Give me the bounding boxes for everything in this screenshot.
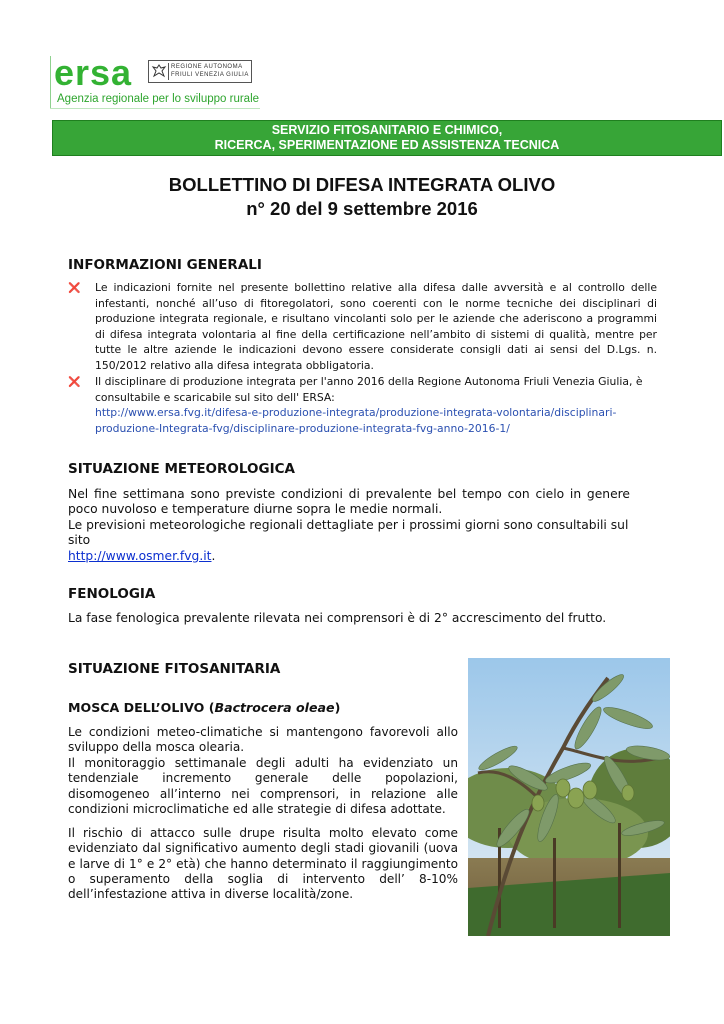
section-heading-informazioni: INFORMAZIONI GENERALI bbox=[68, 257, 262, 273]
eagle-emblem-icon bbox=[151, 63, 167, 80]
service-banner bbox=[52, 120, 722, 156]
meteo-paragraph-2-text: Le previsioni meteorologiche regionali dettagliate per i prossimi giorni sono consultabili sul sito bbox=[68, 518, 629, 548]
section-heading-meteo: SITUAZIONE METEOROLOGICA bbox=[68, 461, 295, 477]
logo-wordmark: ersa bbox=[54, 52, 133, 93]
meteo-paragraph-1: Nel fine settimana sono previste condizioni di prevalente bel tempo con cielo in genere poco nuvoloso e temperature diurne sopra le medie normali. bbox=[68, 487, 630, 517]
logo-tagline: Agenzia regionale per lo sviluppo rurale bbox=[57, 93, 260, 105]
banner-line1: SERVIZIO FITOSANITARIO E CHIMICO, bbox=[271, 123, 503, 137]
meteo-paragraph-2: Le previsioni meteorologiche regionali dettagliate per i prossimi giorni sono consultabili sul sito http://www.osmer.fvg.it. bbox=[68, 518, 629, 563]
olive-branch-photo bbox=[468, 658, 670, 936]
ersa-logo bbox=[50, 52, 260, 110]
scroll-bullet-icon: ❌ bbox=[68, 283, 81, 294]
region-badge bbox=[148, 60, 252, 83]
fitosanitaria-paragraph-2: Il monitoraggio settimanale degli adulti ha evidenziato un tendenziale incremento generale delle popolazioni, disomogeneo all’interno nei comprensori, in relazione alle condizioni microclimatiche ed alle strategie di difesa adottate. bbox=[68, 756, 458, 816]
banner-line2: RICERCA, SPERIMENTAZIONE ED ASSISTENZA TECNICA bbox=[214, 138, 560, 152]
info-bullet-2 bbox=[95, 374, 657, 436]
region-name-line1: REGIONE AUTONOMA bbox=[171, 64, 243, 70]
section-heading-fitosanitaria: SITUAZIONE FITOSANITARIA bbox=[68, 661, 281, 677]
document-subtitle: n° 20 del 9 settembre 2016 bbox=[246, 198, 478, 219]
fitosanitaria-paragraph-1: Le condizioni meteo-climatiche si mantengono favorevoli allo sviluppo della mosca olearia. bbox=[68, 725, 458, 755]
region-name-line2: FRIULI VENEZIA GIULIA bbox=[171, 72, 249, 78]
fenologia-text: La fase fenologica prevalente rilevata nei comprensori è di 2° accrescimento del frutto. bbox=[68, 611, 607, 625]
logo-divider bbox=[50, 56, 51, 108]
disciplinare-link-line2[interactable]: produzione-Integrata-fvg/disciplinare-produzione-integrata-fvg-anno-2016-1/ bbox=[95, 421, 510, 435]
pest-subheading: MOSCA DELL’OLIVO (Bactrocera oleae) bbox=[68, 700, 341, 715]
osmer-link[interactable]: http://www.osmer.fvg.it bbox=[68, 548, 212, 563]
pest-scientific-name: Bactrocera oleae bbox=[214, 700, 335, 715]
info-bullet-2-text: Il disciplinare di produzione integrata per l'anno 2016 della Regione Autonoma Friuli Venezia Giulia, è consultabile e scaricabile sul sito dell' ERSA: bbox=[95, 375, 643, 404]
section-heading-fenologia: FENOLOGIA bbox=[68, 586, 156, 602]
info-bullet-1: Le indicazioni fornite nel presente bollettino relative alla difesa dalle avversità e al controllo delle infestanti, nonché all’uso di fitoregolatori, sono coerenti con le norme tecniche dei disciplinari di produzione integrata regionale, e risultano vincolanti solo per le aziende che aderiscono a programmi di difesa integrata volontaria al fine della certificazione nell’ambito di sistemi di qualità, mentre per tutte le altre aziende le indicazioni devono essere considerate consigli dati ai sensi del D.Lgs. n. 150/2012 relativo alla difesa integrata obbligatoria. bbox=[95, 281, 657, 372]
logo-underline bbox=[50, 108, 260, 109]
olive-photo-illustration bbox=[468, 658, 670, 936]
fitosanitaria-paragraph-3: Il rischio di attacco sulle drupe risulta molto elevato come evidenziato dal significativo aumento degli stadi giovanili (uova e larve di 1° e 2° età) che hanno determinato il raggiungimento o superamento della soglia di intervento dell’ 8-10% dell’infestazione attiva in diverse località/zone. bbox=[68, 826, 458, 902]
disciplinare-link-line1[interactable]: http://www.ersa.fvg.it/difesa-e-produzione-integrata/produzione-integrata-volontaria/disciplinari- bbox=[95, 406, 617, 419]
scroll-bullet-icon: ❌ bbox=[68, 377, 81, 388]
document-title: BOLLETTINO DI DIFESA INTEGRATA OLIVO bbox=[168, 174, 556, 195]
